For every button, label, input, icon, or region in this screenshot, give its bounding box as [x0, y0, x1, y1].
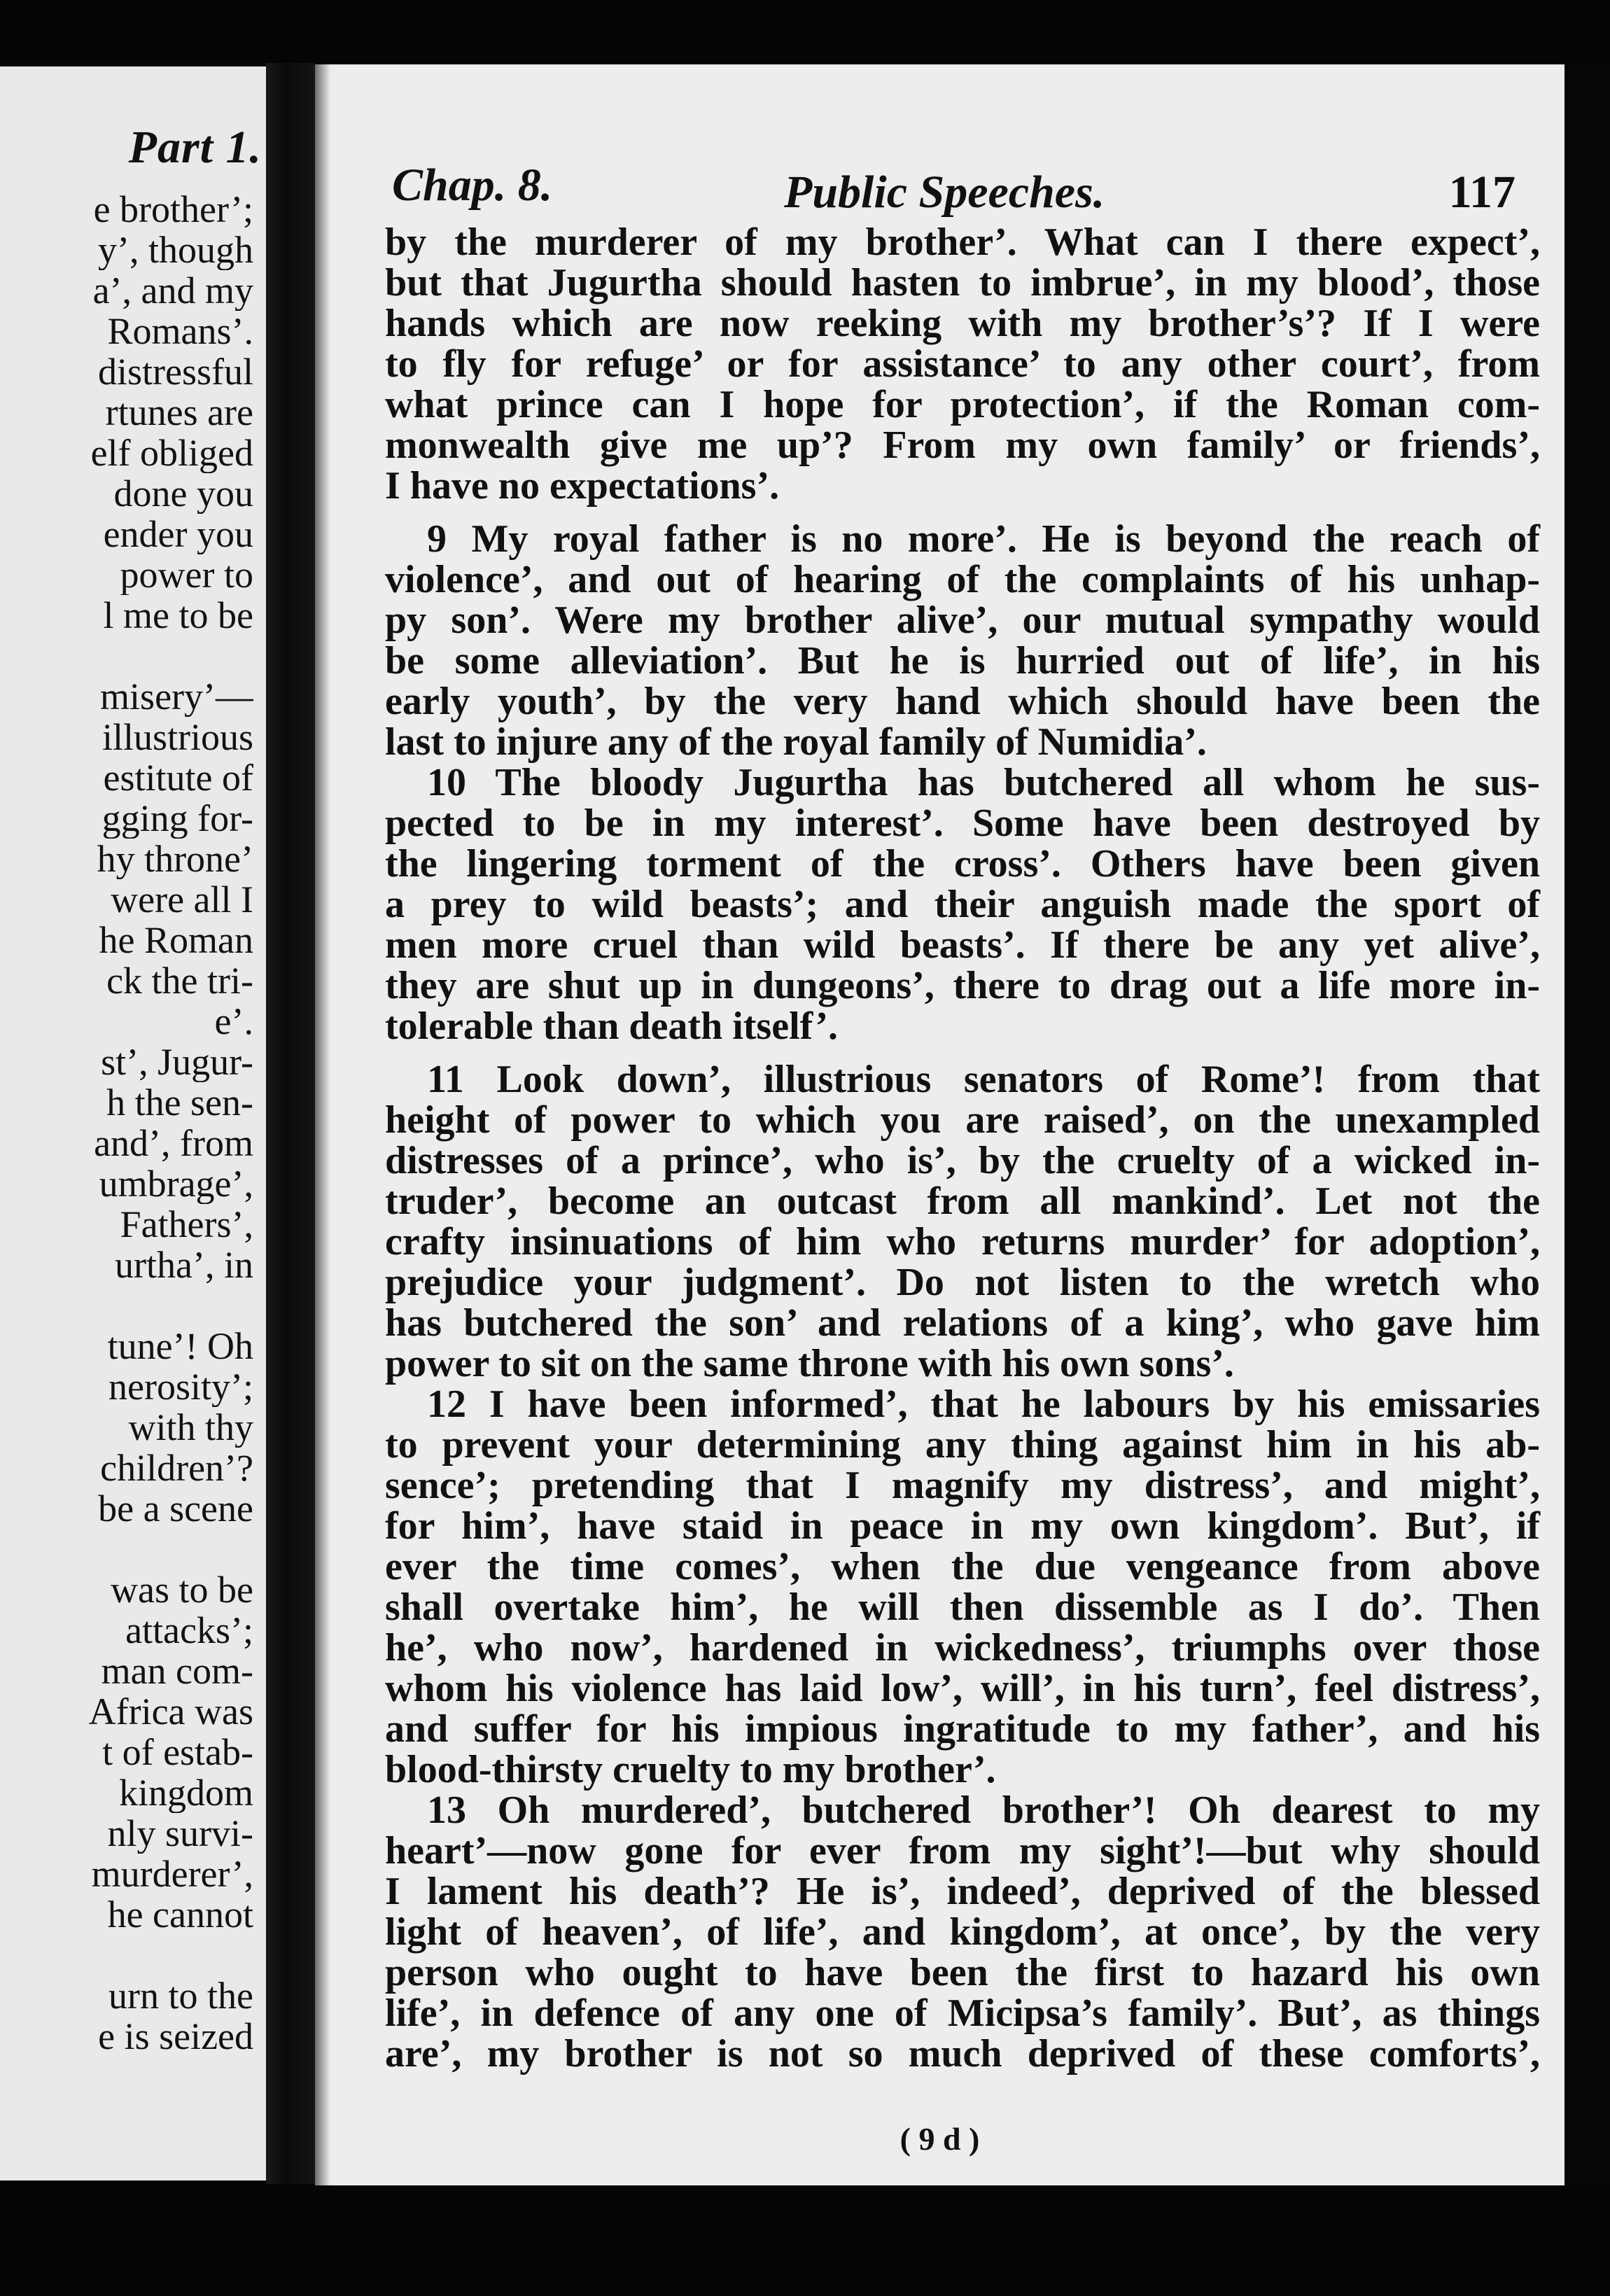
left-text-line: [0, 636, 253, 676]
section-title: Public Speeches.: [784, 167, 1105, 218]
text-line: but that Jugurtha should hasten to imbrue’, in my blood’, those: [385, 261, 1540, 304]
text-line: violence’, and out of hearing of the complaints of his unhap-: [385, 558, 1540, 601]
text-line: heart’—now gone for ever from my sight’!—but why should: [385, 1829, 1540, 1872]
left-text-line: children’?: [100, 1448, 253, 1488]
text-line: distresses of a prince’, who is’, by the cruelty of a wicked in-: [385, 1139, 1540, 1182]
left-text-line: nerosity’;: [108, 1366, 253, 1407]
text-line: 9 My royal father is no more’. He is beyond the reach of: [427, 517, 1540, 561]
text-line: 11 Look down’, illustrious senators of Rome’! from that: [427, 1058, 1540, 1101]
text-line: to fly for refuge’ or for assistance’ to any other court’, from: [385, 342, 1540, 386]
text-line: and suffer for his impious ingratitude to my father’, and his: [385, 1707, 1540, 1751]
text-line: monwealth give me up’? From my own family’ or friends’,: [385, 424, 1540, 467]
text-line: are’, my brother is not so much deprived of these comforts’,: [385, 2032, 1540, 2076]
text-line: the lingering torment of the cross’. Others have been given: [385, 842, 1540, 886]
text-line: to prevent your determining any thing against him in his ab-: [385, 1423, 1540, 1466]
text-line: early youth’, by the very hand which should have been the: [385, 680, 1540, 723]
text-line: truder’, become an outcast from all mankind’. Let not the: [385, 1180, 1540, 1223]
text-line: tolerable than death itself’.: [385, 1004, 839, 1048]
left-text-line: umbrage’,: [99, 1163, 253, 1204]
chapter-label: Chap. 8.: [392, 160, 553, 211]
spine-shadow: [315, 64, 330, 2185]
left-text-line: illustrious: [102, 717, 253, 757]
left-text-line: [0, 1935, 253, 1975]
text-line: for him’, have staid in peace in my own kingdom’. But’, if: [385, 1504, 1540, 1548]
text-line: shall overtake him’, he will then dissemble as I do’. Then: [385, 1586, 1540, 1629]
text-line: I have no expectations’.: [385, 464, 780, 507]
left-text-line: nly survi-: [107, 1813, 253, 1854]
left-text-line: misery’—: [100, 676, 253, 717]
left-text-line: distressful: [98, 351, 253, 392]
text-line: a prey to wild beasts’; and their anguish made the sport of: [385, 883, 1540, 926]
left-text-line: st’, Jugur-: [101, 1042, 253, 1082]
left-text-line: [0, 1285, 253, 1326]
left-text-line: power to: [120, 554, 253, 595]
text-line: men more cruel than wild beasts’. If there be any yet alive’,: [385, 923, 1540, 967]
text-line: crafty insinuations of him who returns murder’ for adoption’,: [385, 1220, 1540, 1264]
page-body-text: [385, 222, 1540, 2074]
text-line: light of heaven’, of life’, and kingdom’, at once’, by the very: [385, 1910, 1540, 1954]
text-line: ever the time comes’, when the due vengeance from above: [385, 1545, 1540, 1588]
text-line: be some alleviation’. But he is hurried out of life’, in his: [385, 639, 1540, 682]
left-text-line: Africa was: [88, 1691, 253, 1732]
left-text-line: and’, from: [94, 1123, 253, 1163]
text-line: by the murderer of my brother’. What can I there expect’,: [385, 220, 1540, 264]
signature-mark: ( 9 d ): [899, 2121, 980, 2157]
left-text-line: e’.: [214, 1001, 253, 1042]
right-page: [315, 64, 1564, 2185]
text-line: last to injure any of the royal family of Numidia’.: [385, 720, 1207, 764]
text-line: I lament his death’? He is’, indeed’, deprived of the blessed: [385, 1870, 1540, 1913]
left-text-line: he Roman: [99, 920, 253, 960]
text-line: prejudice your judgment’. Do not listen to the wretch who: [385, 1261, 1540, 1304]
left-text-line: urn to the: [108, 1975, 253, 2016]
left-text-line: he cannot: [107, 1894, 253, 1935]
left-text-line: man com-: [101, 1651, 253, 1691]
text-line: height of power to which you are raised’, on the unexampled: [385, 1098, 1540, 1142]
left-text-line: [0, 1529, 253, 1569]
left-text-line: elf obliged: [90, 433, 253, 473]
left-text-line: t of estab-: [102, 1732, 253, 1772]
left-text-line: l me to be: [103, 595, 253, 636]
left-text-line: hy throne’: [97, 839, 253, 879]
left-page-text: [0, 189, 253, 2057]
text-line: power to sit on the same throne with his own sons’.: [385, 1342, 1234, 1385]
left-text-line: e brother’;: [93, 189, 253, 230]
book-gutter: [266, 63, 315, 2184]
text-line: sence’; pretending that I magnify my distress’, and might’,: [385, 1464, 1540, 1507]
text-line: person who ought to have been the first to hazard his own: [385, 1951, 1540, 1994]
left-text-line: done you: [113, 473, 253, 514]
left-text-line: estitute of: [103, 757, 253, 798]
left-text-line: kingdom: [118, 1772, 253, 1813]
text-line: he’, who now’, hardened in wickedness’, triumphs over those: [385, 1626, 1540, 1670]
scan-border: [1564, 64, 1610, 2185]
left-text-line: y’, though: [98, 230, 253, 270]
text-line: life’, in defence of any one of Micipsa’s family’. But’, as things: [385, 1991, 1540, 2035]
left-text-line: gging for-: [102, 798, 253, 839]
left-text-line: ck the tri-: [106, 960, 253, 1001]
left-text-line: ender you: [103, 514, 253, 554]
text-line: 13 Oh murdered’, butchered brother’! Oh dearest to my: [427, 1788, 1540, 1832]
left-text-line: urtha’, in: [115, 1245, 253, 1285]
text-line: 10 The bloody Jugurtha has butchered all whom he sus-: [427, 761, 1540, 804]
left-text-line: be a scene: [98, 1488, 253, 1529]
left-text-line: tune’! Oh: [107, 1326, 253, 1366]
page-number: 117: [1448, 167, 1516, 218]
text-line: py son’. Were my brother alive’, our mutual sympathy would: [385, 598, 1540, 642]
left-text-line: Fathers’,: [120, 1204, 253, 1245]
left-text-line: Romans’.: [107, 311, 253, 351]
left-text-line: with thy: [128, 1407, 253, 1448]
text-line: whom his violence has laid low’, will’, in his turn’, feel distress’,: [385, 1667, 1540, 1710]
text-line: what prince can I hope for protection’, if the Roman com-: [385, 383, 1540, 426]
left-running-head: Part 1.: [128, 122, 262, 173]
left-text-line: murderer’,: [91, 1854, 253, 1894]
text-line: pected to be in my interest’. Some have been destroyed by: [385, 802, 1540, 845]
left-text-line: h the sen-: [106, 1082, 253, 1123]
left-text-line: were all I: [111, 879, 253, 920]
left-page: [0, 66, 268, 2180]
left-text-line: was to be: [111, 1569, 253, 1610]
text-line: has butchered the son’ and relations of a king’, who gave him: [385, 1301, 1540, 1345]
running-head: [392, 159, 1536, 218]
left-text-line: rtunes are: [105, 392, 253, 433]
left-text-line: a’, and my: [92, 270, 253, 311]
text-line: hands which are now reeking with my brother’s’? If I were: [385, 302, 1540, 345]
left-text-line: attacks’;: [125, 1610, 253, 1651]
left-text-line: e is seized: [98, 2016, 253, 2057]
text-line: 12 I have been informed’, that he labours by his emissaries: [427, 1382, 1540, 1426]
text-line: they are shut up in dungeons’, there to drag out a life more in-: [385, 964, 1540, 1007]
text-line: blood-thirsty cruelty to my brother’.: [385, 1748, 996, 1791]
